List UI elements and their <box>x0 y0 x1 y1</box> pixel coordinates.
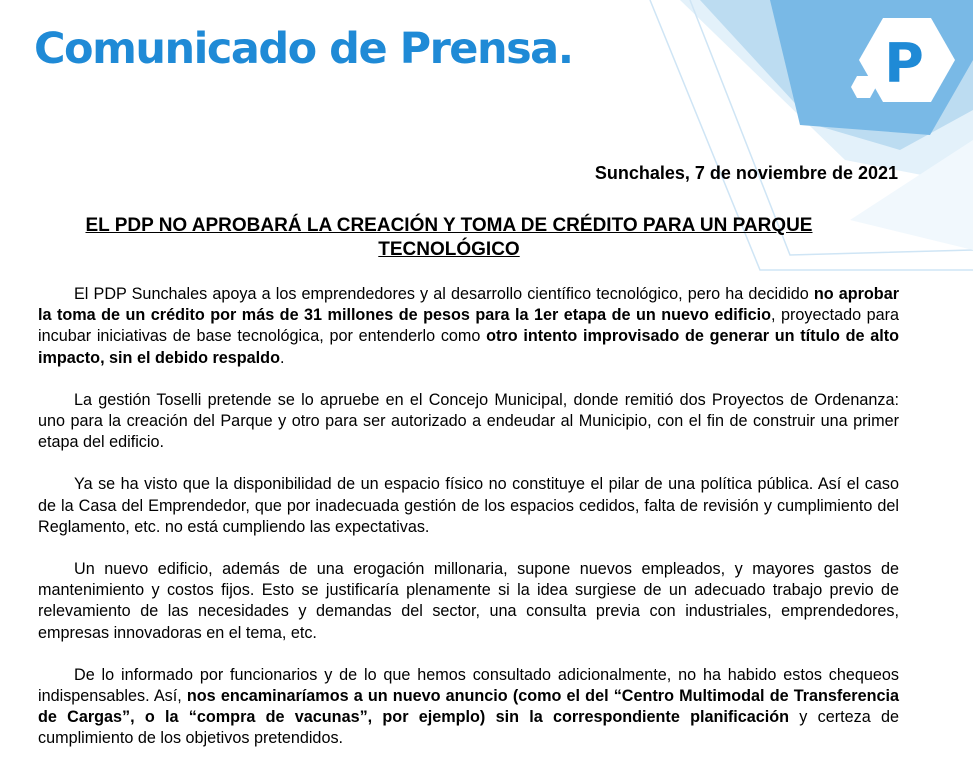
text-span: Ya se ha visto que la disponibilidad de un espacio físico no constituye el pilar de una política pública. Así el caso de la Casa del Emprendedor, que por inadecuada gestión de los espacios cedidos, falta de revisión y cumplimiento del Reglamento, etc. no está cumpliendo las expectativas. <box>38 475 899 536</box>
logo-letter: P <box>884 32 924 95</box>
text-span: La gestión Toselli pretende se lo apruebe en el Concejo Municipal, donde remitió dos Proyectos de Ordenanza: uno para la creación del Parque y otro para ser autorizado a endeudar al Municipio, con el fin de construir una primer etapa del edificio. <box>38 390 899 452</box>
text-span: El PDP Sunchales apoya a los emprendedores y al desarrollo científico tecnológico, pero ha decidido <box>74 285 814 303</box>
text-span: y certeza de cumplimiento de los objetivos pretendidos. <box>38 708 899 748</box>
paragraph-1 <box>38 284 899 369</box>
bold-span: nos encaminaríamos a un nuevo anuncio (como el del “Centro Multimodal de Transferencia de Cargas”, o la “compra de vacunas”, por ejemplo) sin la correspondiente planificación <box>38 687 900 727</box>
paragraph-5 <box>38 665 899 750</box>
bold-span: otro intento improvisado de generar un título de alto impacto, sin el debido respaldo <box>38 327 899 367</box>
text-span: . <box>279 348 285 367</box>
page-title: Comunicado de Prensa. <box>34 24 573 74</box>
text-span: De lo informado por funcionarios y de lo que hemos consultado adicionalmente, no ha habido estos chequeos indispensables. Así, <box>38 665 899 706</box>
text-span: , proyectado para incubar iniciativas de base tecnológica, por entenderlo como <box>38 306 899 346</box>
text-span: Un nuevo edificio, además de una erogación millonaria, supone nuevos empleados, y mayores gastos de mantenimiento y costos fijos. Esto se justificaría plenamente si la idea surgiese de un adecuado trabajo previo de relevamiento de las necesidades y demandas del sector, una consulta previa con industriales, emprendedores, empresas innovadoras en el tema, etc. <box>38 560 899 642</box>
bold-span: no aprobar la toma de un crédito por más de 31 millones de pesos para la 1er etapa de un nuevo edificio <box>38 285 899 325</box>
dateline: Sunchales, 7 de noviembre de 2021 <box>594 163 898 183</box>
article-body <box>38 284 899 771</box>
headline: EL PDP NO APROBARÁ LA CREACIÓN Y TOMA DE CRÉDITO PARA UN PARQUE TECNOLÓGICO <box>85 215 813 260</box>
paragraph-4 <box>38 559 899 644</box>
paragraph-2 <box>38 390 899 454</box>
paragraph-3 <box>38 474 899 538</box>
